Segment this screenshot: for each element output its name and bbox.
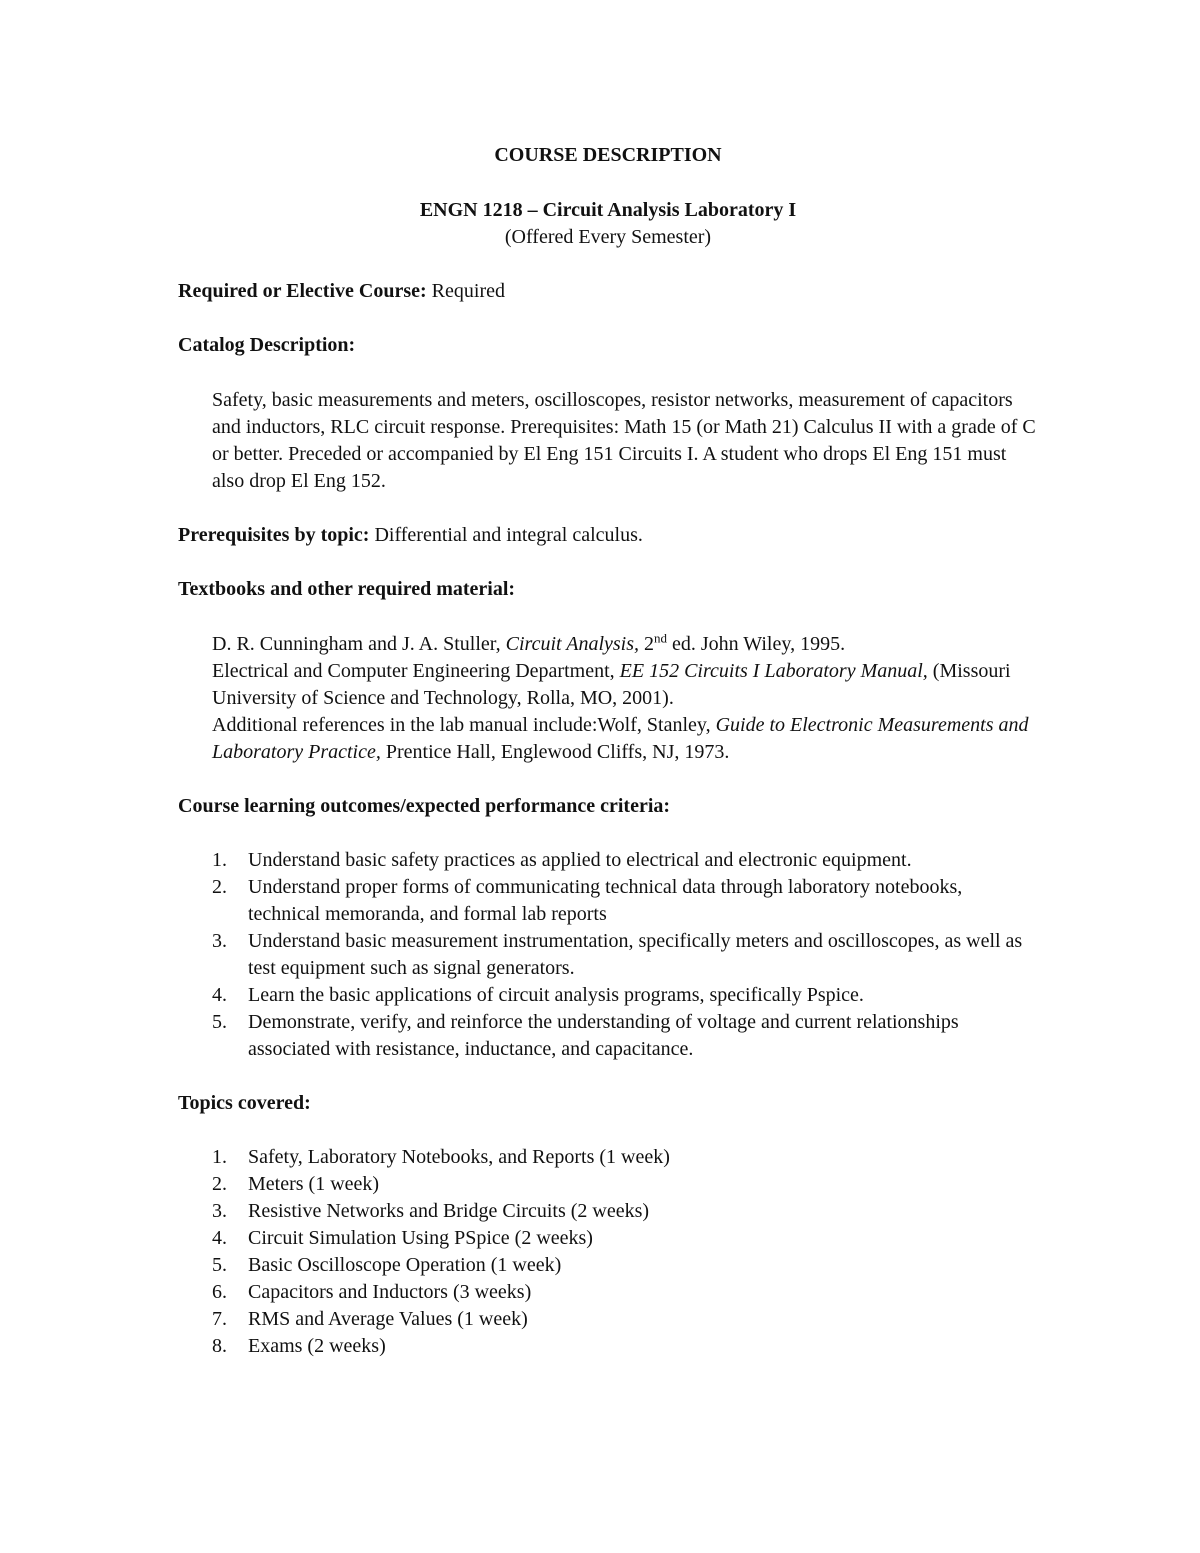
textbooks-list [212, 631, 1038, 766]
list-item-text: RMS and Average Values (1 week) [248, 1308, 528, 1330]
catalog-text: Safety, basic measurements and meters, oscilloscopes, resistor networks, measurement of capacitors and inductors, RLC circuit response. Prerequisites: Math 15 (or Math 21) Calculus II with a grade of C or better. Preceded or accompanied by El Eng 151 Circuits I. A student who drops El Eng 151 must also drop El Eng 152. [212, 389, 1036, 492]
required-elective-label: Required or Elective Course: [178, 280, 427, 302]
list-item [178, 874, 1038, 928]
list-item-text: Learn the basic applications of circuit analysis programs, specifically Pspice. [248, 984, 864, 1006]
list-item-number: 5. [212, 1011, 227, 1033]
list-item-number: 8. [212, 1335, 227, 1357]
ref2-rest: (Missouri University of Science and Technology, Rolla, MO, 2001). [212, 660, 1011, 709]
ref2-org: Electrical and Computer Engineering Department, [212, 660, 620, 682]
course-title: ENGN 1218 – Circuit Analysis Laboratory I [419, 199, 797, 221]
ref3-intro: Additional references in the lab manual include:Wolf, Stanley, [212, 714, 716, 736]
list-item-text: Understand basic measurement instrumentation, specifically meters and oscilloscopes, as well as test equipment such as signal generators. [248, 930, 1023, 979]
required-elective-value: Required [426, 280, 505, 302]
list-item-number: 1. [212, 1146, 227, 1168]
list-item-number: 3. [212, 930, 227, 952]
list-item-number: 1. [212, 849, 227, 871]
textbook-ref-2 [212, 658, 1038, 712]
ref3-rest: Prentice Hall, Englewood Cliffs, NJ, 1973. [380, 741, 730, 763]
list-item-number: 5. [212, 1254, 227, 1276]
list-item-text: Resistive Networks and Bridge Circuits (2 weeks) [248, 1200, 650, 1222]
catalog-heading: Catalog Description: [178, 334, 356, 356]
list-item [178, 1279, 1038, 1306]
list-item-text: Understand proper forms of communicating technical data through laboratory notebooks, technical memoranda, and formal lab reports [248, 876, 963, 925]
list-item-number: 4. [212, 984, 227, 1006]
list-item-number: 6. [212, 1281, 227, 1303]
list-item-number: 4. [212, 1227, 227, 1249]
list-item [178, 1144, 1038, 1171]
document-page [178, 142, 1038, 1360]
list-item [178, 1333, 1038, 1360]
list-item-text: Demonstrate, verify, and reinforce the understanding of voltage and current relationships associated with resistance, inductance, and capacitance. [248, 1011, 959, 1060]
document-title: COURSE DESCRIPTION [494, 144, 722, 166]
list-item [178, 1252, 1038, 1279]
list-item [178, 1009, 1038, 1063]
prerequisites-label: Prerequisites by topic: [178, 524, 370, 546]
list-item-number: 2. [212, 1173, 227, 1195]
ref3-title: Guide to Electronic Measurements and Laboratory Practice, [212, 714, 1029, 763]
list-item-number: 7. [212, 1308, 227, 1330]
list-item [178, 1306, 1038, 1333]
textbook-ref-3 [212, 712, 1038, 766]
ref1-title: Circuit Analysis, [505, 633, 639, 655]
list-item [178, 1225, 1038, 1252]
topics-list [178, 1144, 1038, 1360]
prerequisites-field [178, 522, 1038, 549]
list-item [178, 1198, 1038, 1225]
offered-note: (Offered Every Semester) [504, 226, 712, 248]
list-item [178, 847, 1038, 874]
outcomes-list [178, 847, 1038, 1063]
list-item-text: Exams (2 weeks) [248, 1335, 386, 1357]
ref1-edition-num: 2 [639, 633, 654, 655]
list-item-text: Circuit Simulation Using PSpice (2 weeks) [248, 1227, 593, 1249]
list-item-number: 3. [212, 1200, 227, 1222]
list-item-text: Capacitors and Inductors (3 weeks) [248, 1281, 532, 1303]
ref1-edition-sup: nd [654, 630, 667, 646]
list-item [178, 982, 1038, 1009]
textbook-ref-1 [212, 631, 1038, 658]
required-elective-field [178, 278, 1038, 305]
ref1-rest: ed. John Wiley, 1995. [667, 633, 846, 655]
prerequisites-value: Differential and integral calculus. [369, 524, 643, 546]
ref2-title: EE 152 Circuits I Laboratory Manual, [619, 660, 928, 682]
list-item-text: Understand basic safety practices as applied to electrical and electronic equipment. [248, 849, 912, 871]
textbooks-heading: Textbooks and other required material: [178, 578, 516, 600]
ref1-authors: D. R. Cunningham and J. A. Stuller, [212, 633, 506, 655]
list-item [178, 928, 1038, 982]
outcomes-heading: Course learning outcomes/expected performance criteria: [178, 795, 671, 817]
topics-heading: Topics covered: [178, 1092, 311, 1114]
list-item-text: Basic Oscilloscope Operation (1 week) [248, 1254, 562, 1276]
list-item-text: Meters (1 week) [248, 1173, 380, 1195]
list-item-text: Safety, Laboratory Notebooks, and Reports (1 week) [248, 1146, 670, 1168]
catalog-description [212, 387, 1038, 495]
list-item-number: 2. [212, 876, 227, 898]
list-item [178, 1171, 1038, 1198]
